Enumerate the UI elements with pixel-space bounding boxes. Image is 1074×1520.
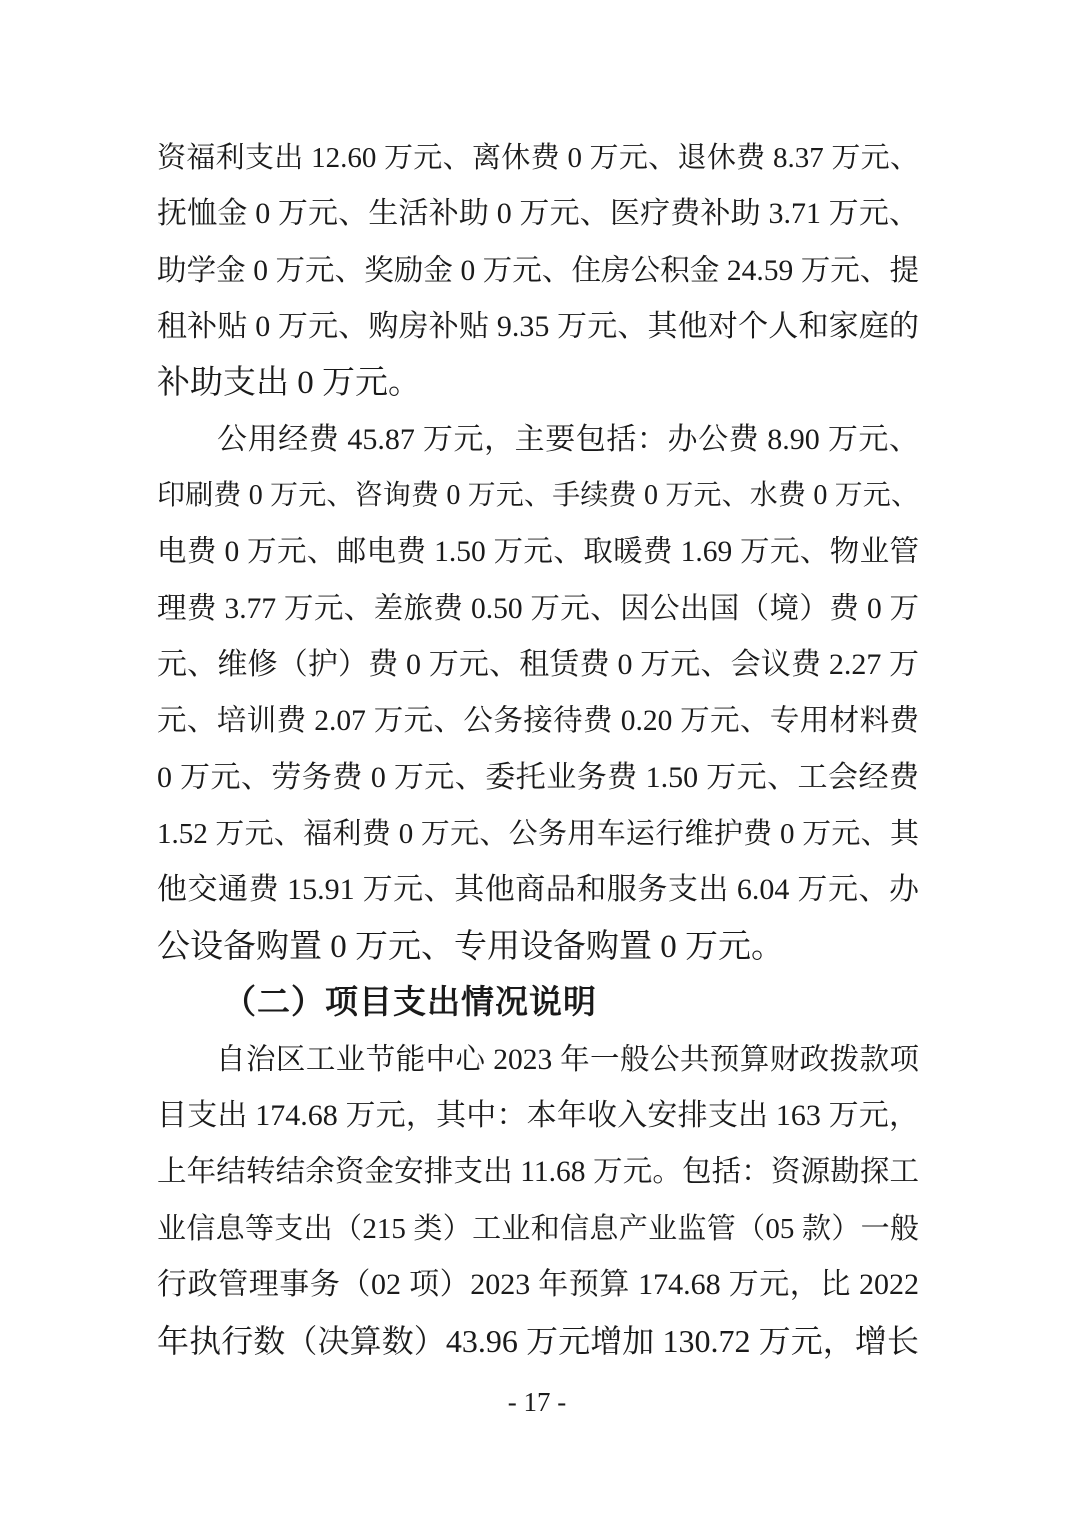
body-line: 补助支出 0 万元。 xyxy=(157,365,421,402)
body-line: 公用经费 45.87 万元，主要包括：办公费 8.90 万元、 xyxy=(217,422,919,456)
body-line: 他交通费 15.91 万元、其他商品和服务支出 6.04 万元、办 xyxy=(157,873,919,907)
body-line: 抚恤金 0 万元、生活补助 0 万元、医疗费补助 3.71 万元、 xyxy=(157,197,919,231)
body-line: 目支出 174.68 万元，其中：本年收入安排支出 163 万元， xyxy=(157,1098,919,1132)
body-line: 助学金 0 万元、奖励金 0 万元、住房公积金 24.59 万元、提 xyxy=(157,254,919,287)
body-line: 电费 0 万元、邮电费 1.50 万元、取暖费 1.69 万元、物业管 xyxy=(157,536,919,569)
body-line: 元、维修（护）费 0 万元、租赁费 0 万元、会议费 2.27 万 xyxy=(157,648,919,682)
body-line: 1.52 万元、福利费 0 万元、公务用车运行维护费 0 万元、其 xyxy=(157,818,919,851)
body-line: 印刷费 0 万元、咨询费 0 万元、手续费 0 万元、水费 0 万元、 xyxy=(157,480,919,512)
body-line: 资福利支出 12.60 万元、离休费 0 万元、退休费 8.37 万元、 xyxy=(157,142,919,174)
body-line: 业信息等支出（215 类）工业和信息产业监管（05 款）一般 xyxy=(157,1212,919,1245)
page-number: - 17 - xyxy=(507,1387,567,1417)
document-body xyxy=(157,130,919,1370)
body-line: 上年结转结余资金安排支出 11.68 万元。包括：资源勘探工 xyxy=(157,1156,919,1189)
section-heading: （二）项目支出情况说明 xyxy=(223,985,597,1022)
body-line: 自治区工业节能中心 2023 年一般公共预算财政拨款项 xyxy=(216,1043,919,1076)
body-line: 元、培训费 2.07 万元、公务接待费 0.20 万元、专用材料费 xyxy=(157,705,919,738)
body-line: 租补贴 0 万元、购房补贴 9.35 万元、其他对个人和家庭的 xyxy=(157,310,919,344)
body-line: 年执行数（决算数）43.96 万元增加 130.72 万元，增长 xyxy=(157,1323,919,1360)
body-line: 0 万元、劳务费 0 万元、委托业务费 1.50 万元、工会经费 xyxy=(157,760,919,794)
body-line: 理费 3.77 万元、差旅费 0.50 万元、因公出国（境）费 0 万 xyxy=(157,592,919,625)
body-line: 行政管理事务（02 项）2023 年预算 174.68 万元，比 2022 xyxy=(157,1267,919,1301)
body-line: 公设备购置 0 万元、专用设备购置 0 万元。 xyxy=(157,928,784,965)
